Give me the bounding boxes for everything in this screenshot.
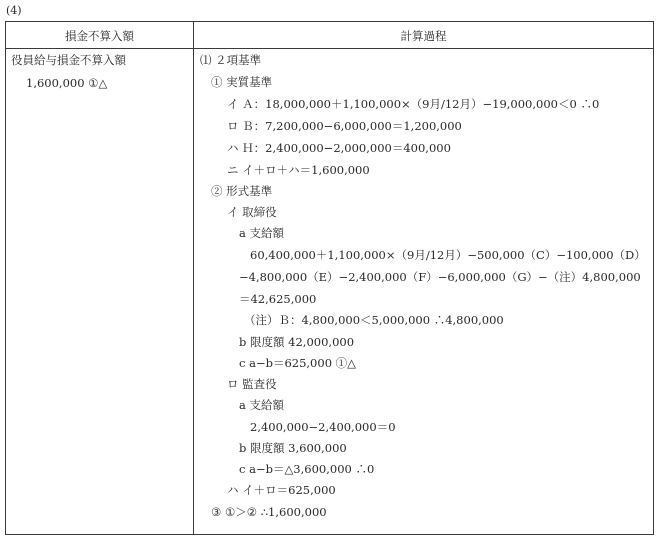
header-nondeductible: 損金不算入額 <box>65 29 134 43</box>
calc-line: イ Ａ：18,000,000＋1,100,000×（9月/12月）−19,000,000＜0 ∴0 <box>227 97 600 111</box>
header-calculation-process: 計算過程 <box>400 29 447 43</box>
calc-line: ハ イ＋ロ＝625,000 <box>227 483 336 497</box>
calc-line: 2,400,000−2,400,000＝0 <box>250 420 396 434</box>
calc-line: （注）Ｂ：4,800,000＜5,000,000 ∴4,800,000 <box>244 313 504 327</box>
section-label: (4) <box>6 4 22 17</box>
left-item-title: 役員給与損金不算入額 <box>11 53 126 67</box>
calculation-table <box>5 21 654 535</box>
calc-line: ロ 監査役 <box>227 377 277 391</box>
calc-line: ＝42,625,000 <box>239 292 317 306</box>
header-divider <box>6 48 653 49</box>
calc-line: ハ Ｈ：2,400,000−2,000,000＝400,000 <box>227 141 451 155</box>
calc-line: a 支給額 <box>239 398 285 412</box>
calc-line: ② 形式基準 <box>211 184 273 198</box>
left-item-amount: 1,600,000 ①△ <box>26 76 108 90</box>
column-divider <box>193 22 194 534</box>
calc-line: a 支給額 <box>239 226 285 240</box>
calc-line: ロ Ｂ：7,200,000−6,000,000＝1,200,000 <box>227 119 462 133</box>
calc-line: ⑴ ２項基準 <box>200 53 262 67</box>
calc-line: ③ ①＞② ∴1,600,000 <box>211 505 327 519</box>
calc-line: b 限度額 3,600,000 <box>239 441 347 455</box>
calc-line: ニ イ＋ロ＋ハ＝1,600,000 <box>227 163 370 177</box>
calc-line: イ 取締役 <box>227 205 277 219</box>
calc-line: c a−b＝△3,600,000 ∴0 <box>239 462 375 476</box>
calc-line: ① 実質基準 <box>211 75 273 89</box>
calc-line: 60,400,000＋1,100,000×（9月/12月）−500,000（C）−100,000（D） <box>250 248 646 262</box>
calc-line: c a−b＝625,000 ①△ <box>239 356 357 370</box>
calc-line: −4,800,000（E）−2,400,000（F）−6,000,000（G）−（注）4,800,000 <box>239 270 641 284</box>
calc-line: b 限度額 42,000,000 <box>239 335 355 349</box>
